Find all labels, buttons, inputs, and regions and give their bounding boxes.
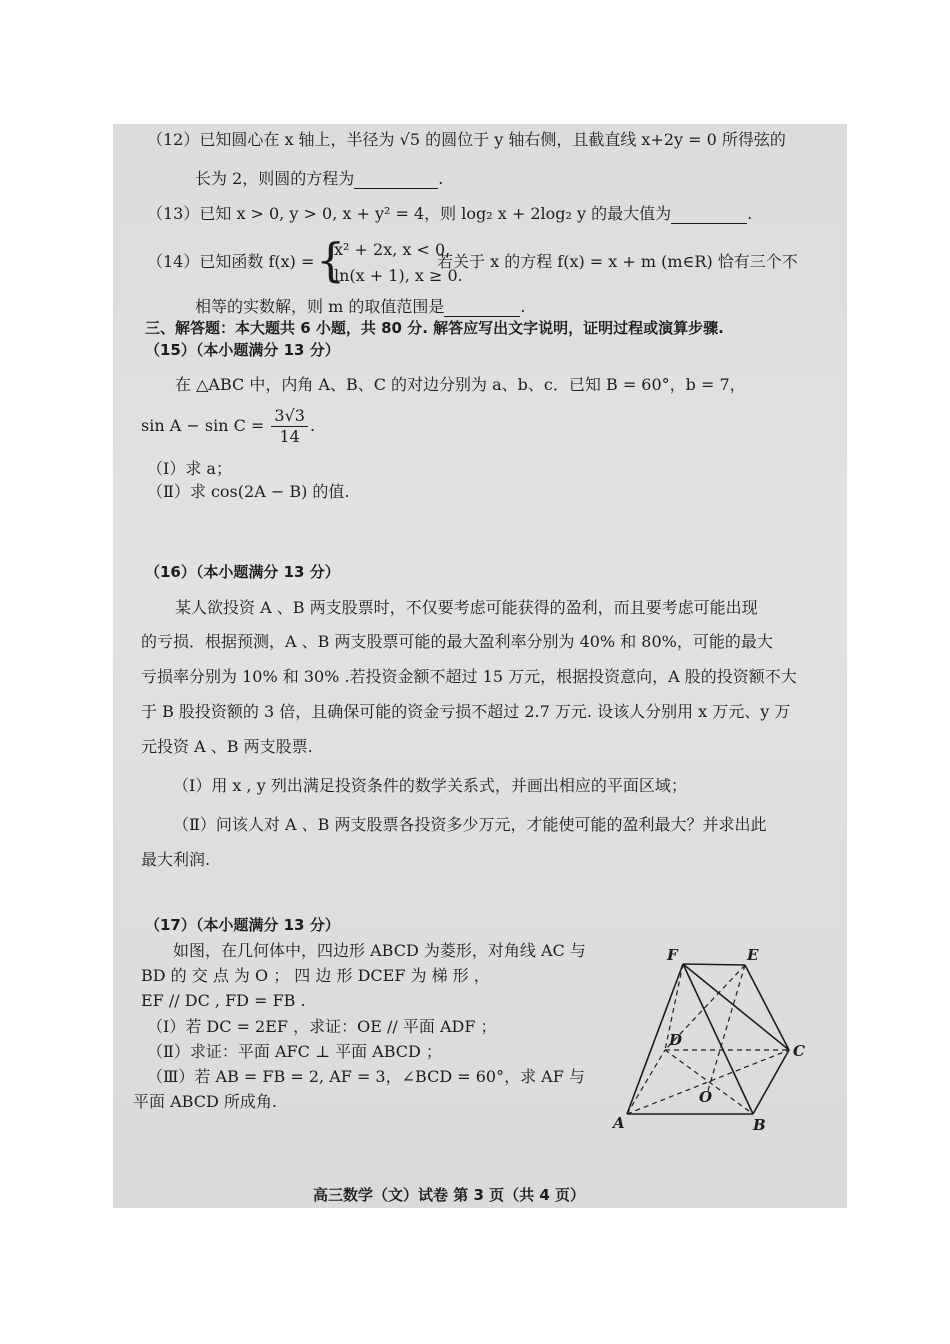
q16-part1: （Ⅰ）用 x , y 列出满足投资条件的数学关系式，并画出相应的平面区域； [173,776,687,795]
q17-part3: （Ⅲ）若 AB = FB = 2, AF = 3，∠BCD = 60°，求 AF 与 [147,1067,585,1086]
q14-brace: { [316,233,346,287]
q15-fraction [271,406,308,447]
q13-answer-blank [671,207,747,224]
label-D: D [669,1031,683,1049]
label-B: B [753,1116,766,1134]
q17-part3b: 平面 ABCD 所成角. [133,1092,277,1111]
q13-tail: . [747,204,753,223]
label-A: A [613,1114,625,1132]
q14-tail: . [520,297,526,316]
q16-line2: 的亏损．根据预测，A 、B 两支股票可能的最大盈利率分别为 40% 和 80%，可能的最大 [141,632,773,651]
q15-header: （15）（本小题满分 13 分） [145,341,340,359]
edge-BC [753,1050,789,1114]
q16-line4: 于 B 股投资额的 3 倍，且确保可能的资金亏损不超过 2.7 万元. 设该人分别用 x 万元、y 万 [141,702,791,721]
label-F: F [667,946,678,964]
q12-line1: （12）已知圆心在 x 轴上，半径为 √5 的圆位于 y 轴右侧，且截直线 x+2y = 0 所得弦的 [147,130,786,149]
geometry-figure [607,944,837,1144]
label-O: O [699,1088,713,1106]
q14-suffix: 若关于 x 的方程 f(x) = x + m (m∈R) 恰有三个不 [437,252,798,271]
q15-numerator: 3√3 [271,406,308,427]
q14-line2 [195,297,525,317]
edge-AD [627,1050,665,1114]
q15-formula [141,406,315,447]
page-footer: 高三数学（文）试卷 第 3 页（共 4 页） [313,1186,585,1204]
q16-part2: （Ⅱ）问该人对 A 、B 两支股票各投资多少万元，才能使可能的盈利最大？并求出此 [173,815,767,834]
q12-tail: . [438,169,444,188]
exam-page [113,124,847,1208]
edge-FC [683,964,789,1050]
q13-line1 [147,204,752,224]
q14-answer-blank [444,300,520,317]
q14-case1: x² + 2x, x < 0, [334,240,451,259]
label-C: C [793,1042,805,1060]
q16-line5: 元投资 A 、B 两支股票. [141,737,313,756]
q16-part2b: 最大利润. [141,850,211,869]
q17-line1: 如图，在几何体中，四边形 ABCD 为菱形，对角线 AC 与 [173,941,586,960]
q12-answer-blank [354,172,438,189]
q15-denominator: 14 [279,427,300,446]
q16-line1: 某人欲投资 A 、B 两支股票时，不仅要考虑可能获得的盈利，而且要考虑可能出现 [175,598,758,617]
q13-text: （13）已知 x > 0, y > 0, x + y² = 4，则 log₂ x + 2log₂ y 的最大值为 [147,204,672,223]
q16-header: （16）（本小题满分 13 分） [145,563,340,581]
q17-line3: EF // DC , FD = FB . [141,991,306,1010]
q17-part1: （Ⅰ）若 DC = 2EF ，求证：OE // 平面 ADF ； [147,1017,497,1036]
q12-line2 [195,169,443,189]
section3-heading: 三、解答题：本大题共 6 小题，共 80 分. 解答应写出文字说明，证明过程或演算步骤. [145,319,724,337]
q12-line2-text: 长为 2，则圆的方程为 [195,169,355,188]
q17-part2: （Ⅱ）求证：平面 AFC ⊥ 平面 ABCD ； [147,1042,442,1061]
q17-header: （17）（本小题满分 13 分） [145,916,340,934]
label-E: E [747,946,759,964]
q17-line2: BD 的 交 点 为 O ； 四 边 形 DCEF 为 梯 形 ， [141,966,490,985]
q15-part1: （Ⅰ）求 a； [147,459,232,478]
q16-line3: 亏损率分别为 10% 和 30% .若投资金额不超过 15 万元，根据投资意向，A 股的投资额不大 [141,667,797,686]
edge-EC [745,965,789,1050]
edge-FE [683,964,745,965]
q15-lhs: sin A − sin C = [141,416,265,435]
edge-FB [683,964,753,1114]
q15-line1: 在 △ABC 中，内角 A、B、C 的对边分别为 a、b、c．已知 B = 60°，b = 7， [175,375,746,394]
q14-prefix: （14）已知函数 f(x) = [147,252,315,271]
q15-part2: （Ⅱ）求 cos(2A − B) 的值. [147,482,350,501]
q14-line2-text: 相等的实数解，则 m 的取值范围是 [195,297,445,316]
q15-period: . [309,416,316,435]
q14-case2: ln(x + 1), x ≥ 0. [334,266,463,285]
